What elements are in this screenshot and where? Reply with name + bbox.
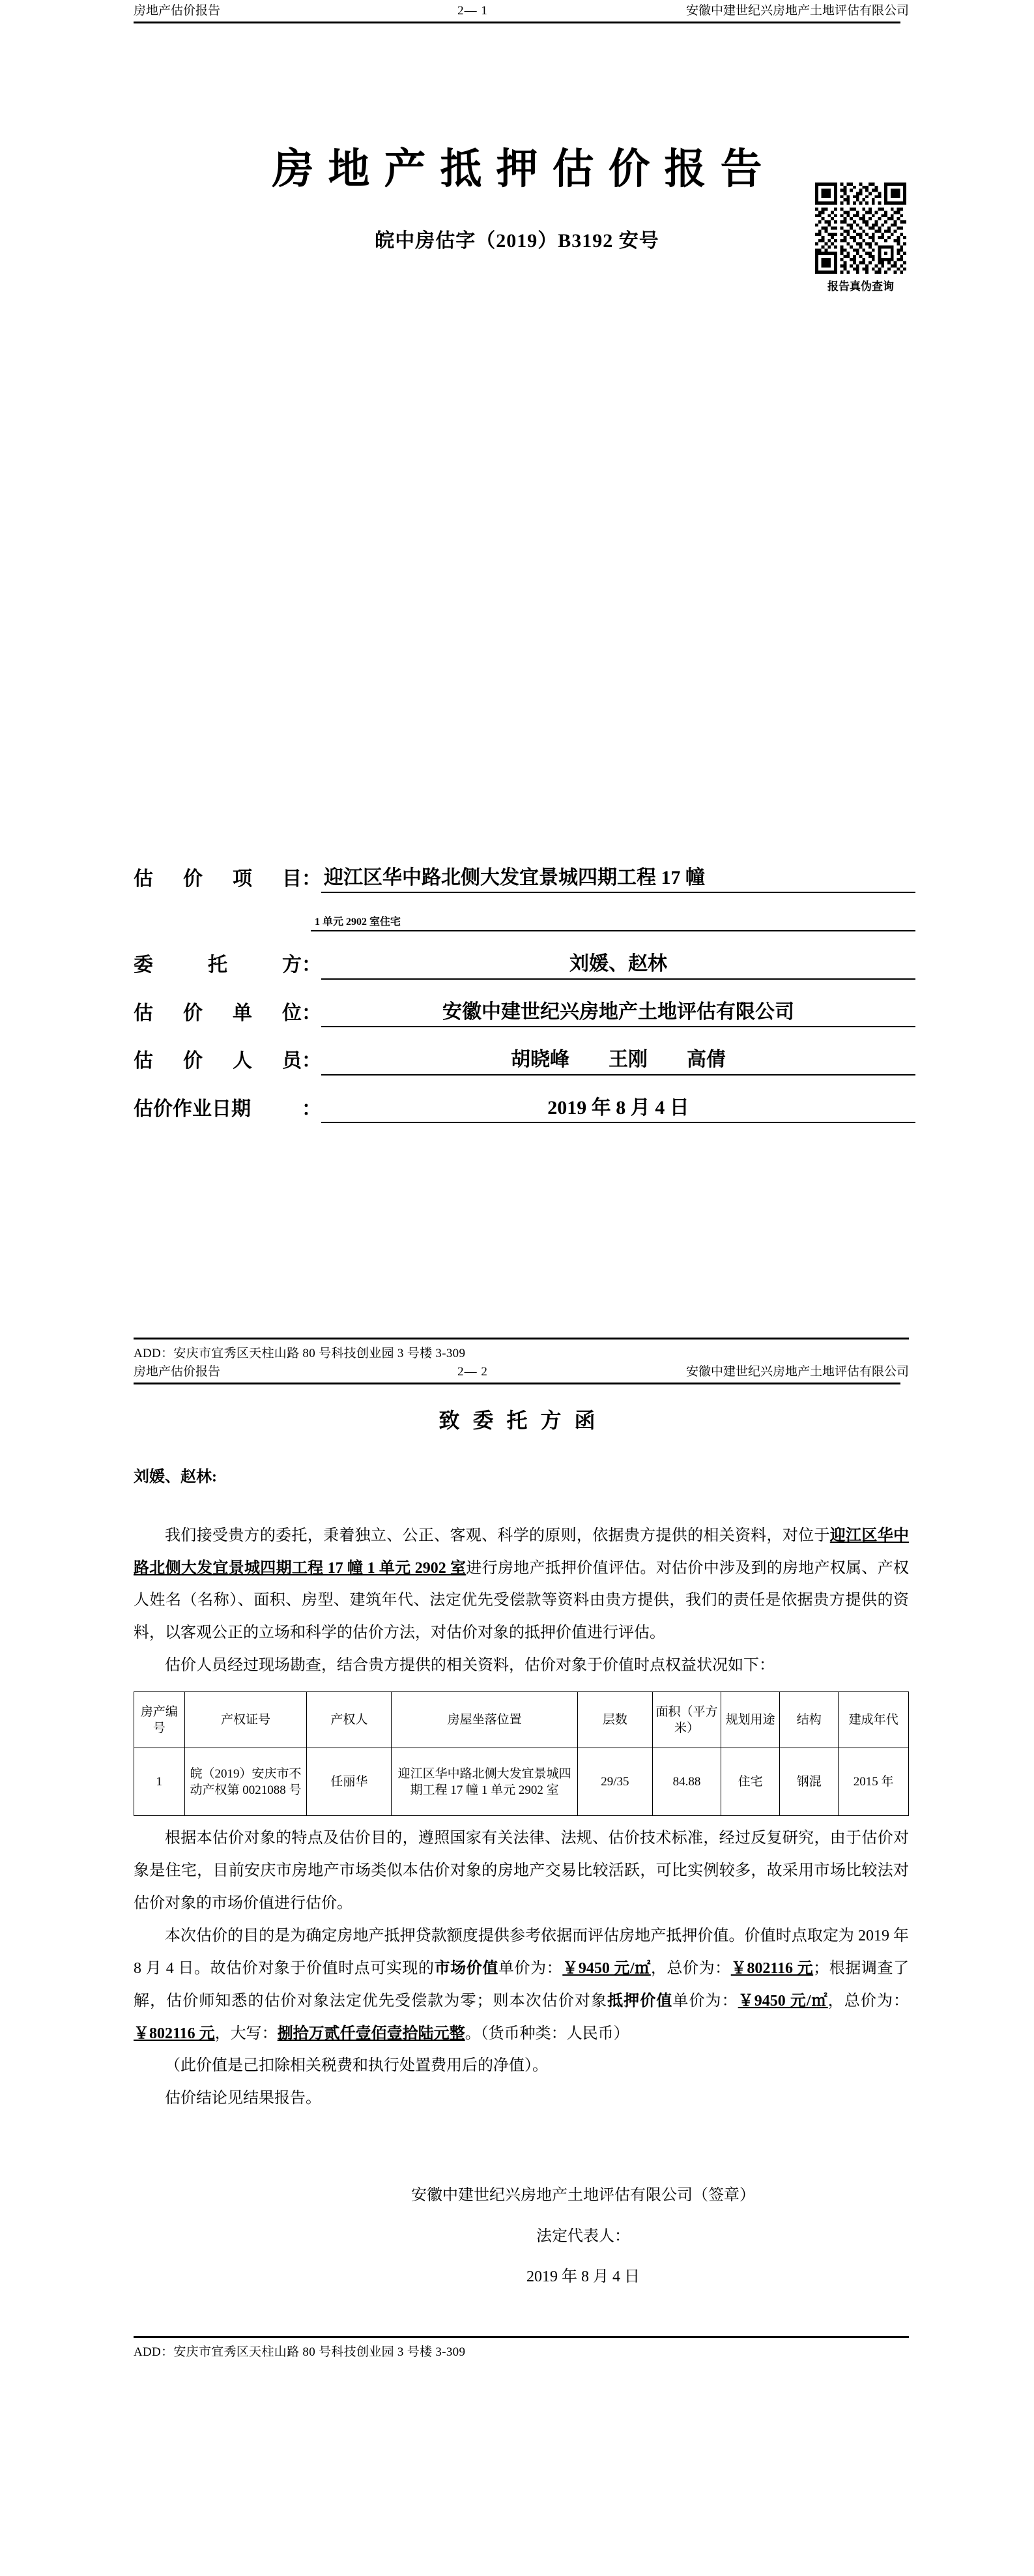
body-spacer [134,1494,909,1520]
field-appraisal-unit-colon: ： [302,1002,321,1024]
qr-code-icon[interactable] [815,183,906,274]
field-client-colon: ： [302,954,321,976]
field-client [134,952,915,980]
field-indent-spacer [134,913,311,931]
signature-block [134,2175,909,2297]
td-structure: 钢混 [780,1748,839,1816]
running-header-left-text-2: 房地产估价报告 [134,1364,221,1379]
letter-title: 致委托方函 [438,1408,609,1432]
td-year-built: 2015 年 [839,1748,909,1816]
running-header-right-text: 安徽中建世纪兴房地产土地评估有限公司 [685,4,909,18]
para4-market-value-label: 市场价值 [434,1959,498,1977]
field-project-value-line2[interactable]: 1 单元 2902 室住宅 [311,913,915,931]
para1-subject-property: 迎江区华中路北侧大发宜景城四期工程 17 幢 1 单元 2902 室 [134,1527,909,1577]
th-use: 规划用途 [721,1692,780,1748]
th-floor: 层数 [577,1692,652,1748]
field-appraisal-date-label: 估价作业日期 [134,1098,251,1120]
para4-mortgage-value-label: 抵押价值 [607,1992,673,2010]
field-appraisal-unit [134,1000,915,1028]
para4-part-h: 。（货币种类：人民币） [465,2025,629,2042]
field-project [134,866,915,894]
para4-part-g: ，大写： [214,2025,278,2042]
running-header-page1 [0,0,1034,20]
td-area: 84.88 [652,1748,721,1816]
th-address: 房屋坐落位置 [392,1692,577,1748]
letter-body [134,1461,909,2116]
page-title: 房地产抵押估价报告 [272,145,777,192]
signature-legal-rep: 法定代表人： [536,2227,630,2245]
td-use: 住宅 [721,1748,780,1816]
running-header-left-text: 房地产估价报告 [134,4,221,18]
cover-fields [134,866,915,1144]
header-divider [134,22,900,23]
th-owner: 产权人 [307,1692,392,1748]
letter-paragraph-5: （此价值是己扣除相关税费和执行处置费用后的净值）。 [165,2057,548,2075]
signature-date: 2019 年 8 月 4 日 [526,2268,640,2286]
field-project-value[interactable]: 迎江区华中路北侧大发宜景城四期工程 17 幢 [321,866,915,894]
para4-unit-price-1: ￥9450 元/㎡ [562,1959,651,1977]
property-table-body [134,1748,909,1816]
th-year-built: 建成年代 [839,1692,909,1748]
para4-part-f: ，总价为： [827,1992,910,2010]
cover-footer [0,1338,1034,1361]
td-house-no: 1 [134,1748,185,1816]
para4-part-b: 单价为： [498,1959,563,1977]
signature-company: 安徽中建世纪兴房地产土地评估有限公司（签章） [411,2187,755,2204]
td-cert-no: 皖（2019）安庆市不动产权第 0021088 号 [184,1748,307,1816]
para4-total-price-1: ￥802116 元 [730,1959,814,1977]
running-header-right-text-2: 安徽中建世纪兴房地产土地评估有限公司 [685,1364,909,1379]
field-appraisal-date [134,1096,915,1124]
field-client-value[interactable]: 刘媛、赵林 [321,952,915,980]
field-project-label: 估价项目 [134,868,302,890]
para1-part-b: 进行房地产抵押价值评估。对估价中涉及到的房地产权属、产权人姓名（名称）、面积、房型、建筑年代、法定优先受偿款等资料由贵方提供，我们的责任是依据贵方提供的资料，以客观公正的立场和科学的估价方法，对估价对象的抵押价值进行评估。 [134,1559,910,1642]
footer-address-2: ADD：安庆市宜秀区天柱山路 80 号科技创业园 3 号楼 3-309 [134,2345,466,2360]
field-project-colon: ： [302,868,321,890]
field-appraisers [134,1047,915,1076]
td-address: 迎江区华中路北侧大发宜景城四期工程 17 幢 1 单元 2902 室 [392,1748,577,1816]
letter-paragraph-2: 估价人员经过现场勘查，结合贵方提供的相关资料，估价对象于价值时点权益状况如下： [165,1657,775,1675]
page-number-1: 2— 1 [457,4,488,18]
table-row [134,1748,909,1816]
header-divider-2 [134,1383,900,1384]
field-appraisers-label: 估价人员 [134,1050,302,1072]
letter-paragraph-3: 根据本估价对象的特点及估价目的，遵照国家有关法律、法规、估价技术标准，经过反复研究，由于估价对象是住宅，目前安庆市房地产市场类似本估价对象的房地产交易比较活跃，可比实例较多，故采用市场比较法对估价对象的市场价值进行估价。 [134,1830,909,1912]
letter-paragraph-4 [134,1920,909,2051]
report-number: 皖中房估字（2019）B3192 安号 [375,229,659,252]
para4-part-d: ；根据调查了解，估价师知悉的估价对象法定优先受偿款为零；则本次估价对象 [134,1959,910,2010]
property-table [134,1691,909,1816]
field-appraisal-date-colon: ： [302,1098,321,1120]
letter-page [0,1361,1034,2373]
para4-part-e: 单价为： [672,1992,738,2010]
page-number-2: 2— 2 [457,1364,488,1379]
td-floor: 29/35 [577,1748,652,1816]
letter-paragraph-1 [134,1520,909,1650]
para4-unit-price-2: ￥9450 元/㎡ [738,1992,828,2010]
para1-part-a: 我们接受贵方的委托，秉着独立、公正、客观、科学的原则，依据贵方提供的相关资料，对位于 [165,1527,830,1544]
field-appraisal-date-value[interactable]: 2019 年 8 月 4 日 [321,1096,915,1124]
letter-salutation: 刘媛、赵林: [134,1468,217,1486]
qr-verification-block [806,183,915,293]
table-header-row [134,1692,909,1748]
field-appraisers-colon: ： [302,1050,321,1072]
para4-part-a: 本次估价的目的是为确定房地产抵押贷款额度提供参考依据而评估房地产抵押价值。价值时点取定为 2019 年 8 月 4 日。故估价对象于价值时点可实现的 [134,1927,909,1977]
td-owner: 任丽华 [307,1748,392,1816]
th-area: 面积（平方米） [652,1692,721,1748]
footer-divider-1 [134,1338,909,1339]
field-client-label: 委托方 [134,954,302,976]
para4-capital-amount: 捌拾万贰仟壹佰壹拾陆元整 [277,2025,465,2042]
field-appraisal-unit-label: 估价单位 [134,1002,302,1024]
footer-divider-2 [134,2336,909,2338]
field-appraisers-value[interactable]: 胡晓峰 王刚 高倩 [321,1047,915,1076]
footer-address-1: ADD：安庆市宜秀区天柱山路 80 号科技创业园 3 号楼 3-309 [134,1346,466,1360]
th-house-no: 房产编号 [134,1692,185,1748]
qr-caption-text: 报告真伪查询 [827,280,894,293]
th-cert-no: 产权证号 [184,1692,307,1748]
th-structure: 结构 [780,1692,839,1748]
cover-content [0,136,1034,1361]
field-project-line2 [134,913,915,931]
property-table-head [134,1692,909,1748]
para4-total-price-2: ￥802116 元 [134,2025,215,2042]
field-appraisal-unit-value[interactable]: 安徽中建世纪兴房地产土地评估有限公司 [321,1000,915,1028]
para4-part-c: ，总价为： [650,1959,731,1977]
letter-paragraph-6: 估价结论见结果报告。 [165,2090,321,2107]
running-header-page2 [0,1361,1034,1381]
